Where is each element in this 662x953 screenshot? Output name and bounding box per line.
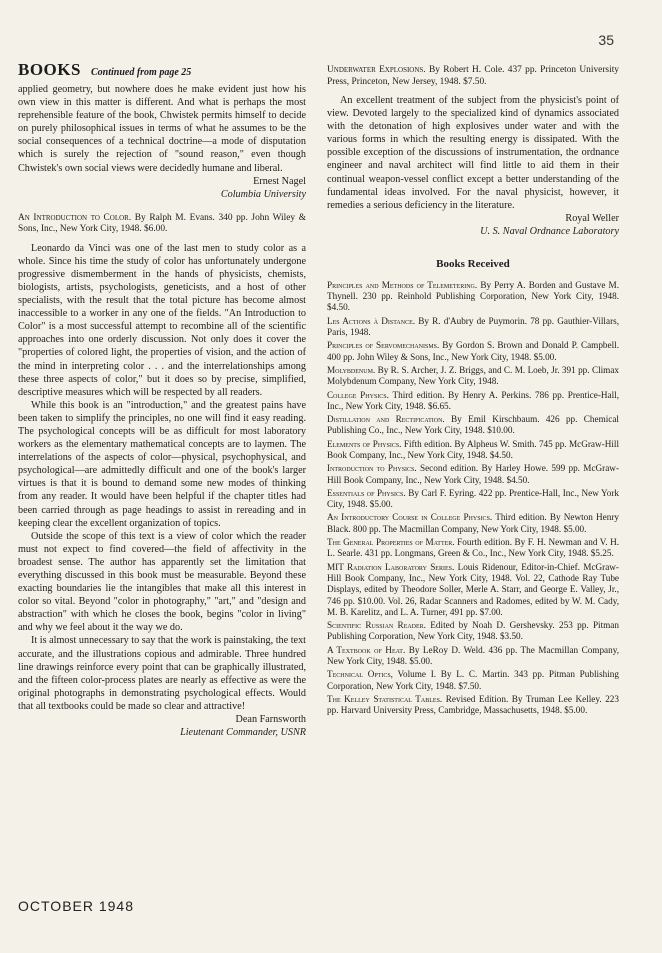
book-entry <box>327 365 619 388</box>
book-title: MIT Radiation Laboratory Series. <box>327 561 455 572</box>
book-details: By Emil Kirschbaum. 426 pp. Chemical Publishing Co., Inc., New York City, 1948. $10.00. <box>327 414 619 436</box>
issue-date-footer: OCTOBER 1948 <box>18 898 135 914</box>
book-entry <box>327 340 619 363</box>
page-number: 35 <box>598 32 614 48</box>
book-entry <box>327 390 619 413</box>
intro-paragraph: applied geometry, but nowhere does he make evident just how his own view in this matter is different. And what is perhaps the most reprehensible feature of the book, Chwistek permits himself to decide on purely philosophical issues in terms of what he assumes to be the social consequences of a technical doctrine—a mode of disputation which is surely the rejection of "sound reason," even though Chwistek's own social views were decidedly humane and liberal. <box>18 84 306 174</box>
book-title: Les Actions à Distance. <box>327 315 416 326</box>
book-title: Scientific Russian Reader. <box>327 620 426 631</box>
section-title: BOOKS <box>18 60 81 79</box>
book-details: By Gordon S. Brown and Donald P. Campbell. 400 pp. John Wiley & Sons, Inc., New York City, 1948. $5.00. <box>327 340 619 362</box>
book-details: By Ralph M. Evans. 340 pp. John Wiley & Sons, Inc., New York City, 1948. $6.00. <box>18 212 306 235</box>
section-header <box>18 60 306 80</box>
book-entry <box>327 439 619 462</box>
review-paragraph: It is almost unnecessary to say that the work is painstaking, the text accurate, and the illustrations copious and admirable. Three hundred line drawings reinforce every point that can be graphically illustrated, and the fifteen color-process plates are nearly as effective as were the original photographs in demonstrating psychological effects. Would that all textbooks could be made so clear and attractive! <box>18 635 306 712</box>
review-paragraph: Leonardo da Vinci was one of the last men to study color as a whole. Since his time the study of color has unfortunately undergone progressive dismemberment in the hands of physicists, chemists, biologists, artists, psychologists, geneticists, and a host of other specialists, with the result that the total picture has become almost inaccessible to a worker in any one of the fields. "An Introduction to Color" is a most successful attempt to recombine all of the scientific approaches into one orderly discussion. Not only does it cover the "properties of colored light, the properties of vision, and the action of the mind in interpreting color . . . and the interrelationships among these three aspects of color," but it does so by precise, simplified, descriptive measures which will be respected by all readers. <box>18 242 306 398</box>
book-entry <box>327 562 619 618</box>
review-paragraph: While this book is an "introduction," and the greatest pains have been taken to simplify the principles, no one will find it easy reading. The psychological concepts will be as difficult for most laboratory workers as the elementary mathematical concepts are to laymen. The interrelations of the aspects of color—physical, psychophysical, and psychological—are admittedly difficult and one of the book's larger virtues is that it is bound to demand some new modes of thinking from any reader. It would have been helpful if the chapter titles had been carried through as page headings to assist in rereading and in keeping clear the excellent organization of topics. <box>18 399 306 529</box>
reviewer-affiliation: Columbia University <box>220 188 306 200</box>
continued-note: Continued from page 25 <box>90 67 192 78</box>
left-column <box>18 60 306 739</box>
book-title: Underwater Explosions. <box>327 65 426 75</box>
book-details: Fifth edition. By Alpheus W. Smith. 745 pp. McGraw-Hill Book Company, Inc., New York City, 1948. $4.50. <box>327 438 619 460</box>
reviewer-affiliation: U. S. Naval Ordnance Laboratory <box>480 225 619 237</box>
book-entry <box>327 463 619 486</box>
book-title: Principles of Servomechanisms. <box>327 340 440 351</box>
book-details: By Perry A. Borden and Gustave M. Thynell. 230 pp. Reinhold Publishing Corporation, New York City, 1948. $4.50. <box>327 279 619 313</box>
book-details: Second edition. By Harley Howe. 599 pp. McGraw-Hill Book Company, Inc., New York City, 1948. $4.50. <box>327 463 620 485</box>
book-entry <box>327 488 619 511</box>
book-details: By Carl F. Eyring. 422 pp. Prentice-Hall, Inc., New York City, 1948. $5.00. <box>327 487 619 510</box>
book-title: College Physics. <box>327 389 389 400</box>
books-received-heading: Books Received <box>436 257 510 270</box>
book-details: Third edition. By Henry A. Perkins. 786 pp. Prentice-Hall, Inc., New York City, 1948. $6.65. <box>327 389 620 411</box>
intro-signature <box>18 175 306 201</box>
review-heading <box>18 213 306 236</box>
book-details: Revised Edition. By Truman Lee Kelley. 223 pp. Harvard University Press, Cambridge, Massachusetts, 1948. $5.00. <box>327 693 619 716</box>
book-entry <box>327 316 619 339</box>
book-title: The Kelley Statistical Tables. <box>327 693 443 704</box>
book-details: Fourth edition. By F. H. Newman and V. H. L. Searle. 431 pp. Longmans, Green & Co., Inc., New York City, 1948. $5.25. <box>327 537 619 559</box>
book-title: Essentials of Physics. <box>327 487 406 498</box>
book-title: The General Properties of Matter. <box>327 537 455 548</box>
book-entry <box>327 645 619 668</box>
book-title: Distillation and Rectification. <box>327 414 445 425</box>
book-details: Louis Ridenour, Editor-in-Chief. McGraw-Hill Book Company, Inc., New York City, 1948. Vol. 22, Cathode Ray Tube Displays, edited by Theodore Soller, Merle A. Starr, and George E. Valley, Jr., 746 pp. $10.00. Vol. 26, Radar Scanners and Radomes, edited by W. M. Cady, M. B. Karelitz, and L. A. Turner, 491 pp. $7.00. <box>327 561 619 617</box>
book-title: An Introduction to Color. <box>18 212 132 223</box>
book-title: Introduction to Physics. <box>327 463 417 474</box>
review-paragraph: Outside the scope of this text is a view of color which the reader must not expect to find covered—the field of affectivity in the broadest sense. The author has apparently set the limitation that everything discussed in this book must be measurable. Beyond these exacting boundaries lie the intangibles that make all this interest in color so vital. Beyond "color in photography," "art," and "design and abstraction" with which he closes the book, begins "color in living" and why we feel about it the way we do. <box>18 530 306 634</box>
book-details: By Robert H. Cole. 437 pp. Princeton University Press, Princeton, New Jersey, 1948. $7.50. <box>327 65 619 87</box>
book-entry <box>327 280 619 314</box>
book-details: By LeRoy D. Weld. 436 pp. The Macmillan Company, New York City, 1948. $5.00. <box>327 644 620 667</box>
review-heading <box>327 65 619 88</box>
book-details: Third edition. By Newton Henry Black. 800 pp. The Macmillan Company, New York City, 1948. $5.00. <box>327 512 619 534</box>
review-paragraph: An excellent treatment of the subject from the physicist's point of view. Devoted largely to the specialized kind of dynamics associated with the detonation of high explosives under water and with the various forms in which the resulting energy is dissipated. With the possible exception of the discussions of instrumentation, the ordnance engineer and naval architect will find little to aid them in their continual weapon-vessel conflict except a better understanding of the fundamental ideas involved. For the naval physicist, however, it remedies a serious deficiency in the literature. <box>327 95 619 211</box>
book-title: Principles and Methods of Telemetering. <box>327 279 478 290</box>
book-entry <box>327 512 619 535</box>
book-entry <box>327 694 619 717</box>
review-signature <box>327 212 619 238</box>
book-title: An Introductory Course in College Physics. <box>327 512 493 523</box>
book-entry <box>327 537 619 560</box>
book-title: Technical Optics, <box>327 669 393 680</box>
review-signature <box>18 713 306 739</box>
reviewer-name: Ernest Nagel <box>253 175 306 187</box>
right-column <box>327 65 619 719</box>
reviewer-name: Dean Farnsworth <box>235 714 306 726</box>
reviewer-name: Royal Weller <box>565 212 619 224</box>
book-title: Molybdenum. <box>327 364 376 375</box>
book-entry <box>327 669 619 692</box>
book-details: Edited by Noah D. Gershevsky. 253 pp. Pitman Publishing Corporation, New York City, 1948. $3.50. <box>327 620 619 642</box>
book-title: A Textbook of Heat. <box>327 644 406 655</box>
book-title: Elements of Physics. <box>327 438 402 449</box>
reviewer-affiliation: Lieutenant Commander, USNR <box>180 727 306 739</box>
book-details: Volume I. By L. C. Martin. 343 pp. Pitman Publishing Corporation, New York City, 1948. $7.50. <box>327 669 619 691</box>
book-entry <box>327 620 619 643</box>
book-entry <box>327 414 619 437</box>
book-details: By R. d'Aubry de Puymorin. 78 pp. Gauthier-Villars, Paris, 1948. <box>327 315 619 338</box>
books-received-list <box>327 280 619 717</box>
book-details: By R. S. Archer, J. Z. Briggs, and C. M. Loeb, Jr. 391 pp. Climax Molybdenum Company, New York City, 1948. <box>327 364 619 387</box>
